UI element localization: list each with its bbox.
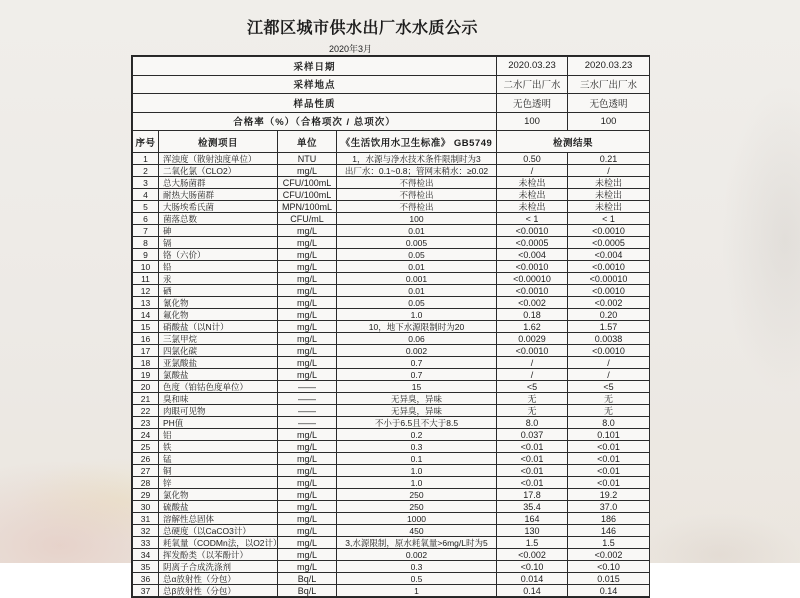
cell-standard: 不得检出 bbox=[337, 189, 497, 201]
cell-standard: 250 bbox=[337, 489, 497, 501]
cell-result-plant2: 8.0 bbox=[497, 417, 568, 429]
table-row bbox=[133, 465, 650, 477]
cell-result-plant2: <0.0005 bbox=[497, 237, 568, 249]
summary-table bbox=[132, 56, 650, 131]
cell-standard: 0.005 bbox=[337, 237, 497, 249]
cell-unit: mg/L bbox=[278, 261, 337, 273]
table-row bbox=[133, 201, 650, 213]
cell-no: 2 bbox=[133, 165, 159, 177]
cell-result-plant3: 0.0038 bbox=[568, 333, 650, 345]
summary-row bbox=[133, 94, 650, 113]
cell-no: 24 bbox=[133, 429, 159, 441]
cell-result-plant3: 0.015 bbox=[568, 573, 650, 585]
cell-unit: mg/L bbox=[278, 321, 337, 333]
cell-no: 11 bbox=[133, 273, 159, 285]
table-row bbox=[133, 333, 650, 345]
cell-result-plant3: 未检出 bbox=[568, 189, 650, 201]
cell-no: 18 bbox=[133, 357, 159, 369]
cell-item: 硝酸盐（以N计） bbox=[159, 321, 278, 333]
table-row bbox=[133, 573, 650, 585]
summary-row bbox=[133, 75, 650, 94]
cell-standard: 0.3 bbox=[337, 441, 497, 453]
cell-result-plant3: <0.0005 bbox=[568, 237, 650, 249]
results-table bbox=[132, 130, 650, 597]
cell-standard: 0.01 bbox=[337, 261, 497, 273]
cell-no: 29 bbox=[133, 489, 159, 501]
cell-unit: mg/L bbox=[278, 465, 337, 477]
cell-item: 铬（六价） bbox=[159, 249, 278, 261]
cell-result-plant3: <0.0010 bbox=[568, 285, 650, 297]
cell-result-plant3: <0.0010 bbox=[568, 261, 650, 273]
table-row bbox=[133, 501, 650, 513]
cell-unit: mg/L bbox=[278, 477, 337, 489]
cell-unit: mg/L bbox=[278, 285, 337, 297]
cell-item: 耗氧量（CODMn法，以O2计） bbox=[159, 537, 278, 549]
cell-result-plant3: / bbox=[568, 357, 650, 369]
cell-no: 26 bbox=[133, 453, 159, 465]
table-row bbox=[133, 429, 650, 441]
cell-standard: 1 bbox=[337, 585, 497, 597]
cell-standard: 1.0 bbox=[337, 465, 497, 477]
cell-result-plant2: <5 bbox=[497, 381, 568, 393]
cell-unit: —— bbox=[278, 381, 337, 393]
cell-unit: mg/L bbox=[278, 249, 337, 261]
summary-row bbox=[133, 57, 650, 76]
cell-item: 二氧化氯（CLO2） bbox=[159, 165, 278, 177]
cell-standard: 无异臭，异味 bbox=[337, 393, 497, 405]
table-row bbox=[133, 513, 650, 525]
cell-result-plant3: <0.01 bbox=[568, 465, 650, 477]
cell-result-plant2: 35.4 bbox=[497, 501, 568, 513]
cell-result-plant3: <0.002 bbox=[568, 549, 650, 561]
cell-result-plant2: <0.10 bbox=[497, 561, 568, 573]
cell-unit: mg/L bbox=[278, 297, 337, 309]
table-row bbox=[133, 189, 650, 201]
cell-standard: 100 bbox=[337, 213, 497, 225]
cell-result-plant3: 1.5 bbox=[568, 537, 650, 549]
cell-unit: NTU bbox=[278, 153, 337, 165]
cell-result-plant3: 0.21 bbox=[568, 153, 650, 165]
cell-no: 12 bbox=[133, 285, 159, 297]
table-row bbox=[133, 369, 650, 381]
cell-result-plant3: 0.20 bbox=[568, 309, 650, 321]
cell-standard: 0.7 bbox=[337, 357, 497, 369]
cell-result-plant2: <0.0010 bbox=[497, 285, 568, 297]
cell-item: 三氯甲烷 bbox=[159, 333, 278, 345]
cell-standard: 0.05 bbox=[337, 249, 497, 261]
cell-no: 9 bbox=[133, 249, 159, 261]
cell-result-plant2: 130 bbox=[497, 525, 568, 537]
summary-label: 合格率（%）（合格项次 / 总项次） bbox=[133, 112, 497, 131]
cell-result-plant2: 0.037 bbox=[497, 429, 568, 441]
cell-unit: mg/L bbox=[278, 429, 337, 441]
header-standard: 《生活饮用水卫生标准》 GB5749 bbox=[337, 131, 497, 153]
header-result: 检测结果 bbox=[497, 131, 650, 153]
cell-unit: mg/L bbox=[278, 525, 337, 537]
table-row bbox=[133, 357, 650, 369]
cell-no: 19 bbox=[133, 369, 159, 381]
cell-unit: MPN/100mL bbox=[278, 201, 337, 213]
summary-label: 样品性质 bbox=[133, 94, 497, 113]
cell-item: 亚氯酸盐 bbox=[159, 357, 278, 369]
cell-item: 汞 bbox=[159, 273, 278, 285]
cell-standard: 0.01 bbox=[337, 225, 497, 237]
cell-result-plant3: <0.01 bbox=[568, 477, 650, 489]
table-row bbox=[133, 561, 650, 573]
cell-result-plant3: <5 bbox=[568, 381, 650, 393]
cell-unit: mg/L bbox=[278, 309, 337, 321]
cell-result-plant2: 17.8 bbox=[497, 489, 568, 501]
cell-item: 挥发酚类（以苯酚计） bbox=[159, 549, 278, 561]
cell-standard: 无异臭，异味 bbox=[337, 405, 497, 417]
cell-no: 13 bbox=[133, 297, 159, 309]
cell-no: 5 bbox=[133, 201, 159, 213]
summary-row bbox=[133, 112, 650, 131]
cell-unit: mg/L bbox=[278, 549, 337, 561]
cell-result-plant3: <0.01 bbox=[568, 453, 650, 465]
cell-result-plant2: 0.14 bbox=[497, 585, 568, 597]
cell-result-plant3: <0.0010 bbox=[568, 345, 650, 357]
table-row bbox=[133, 345, 650, 357]
cell-result-plant2: 0.0029 bbox=[497, 333, 568, 345]
cell-result-plant2: 未检出 bbox=[497, 177, 568, 189]
cell-item: 砷 bbox=[159, 225, 278, 237]
cell-item: 氟化物 bbox=[159, 309, 278, 321]
cell-unit: mg/L bbox=[278, 237, 337, 249]
cell-unit: mg/L bbox=[278, 165, 337, 177]
cell-standard: 3,水源限制，原水耗氧量>6mg/L时为5 bbox=[337, 537, 497, 549]
table-row bbox=[133, 537, 650, 549]
cell-result-plant3: 未检出 bbox=[568, 201, 650, 213]
cell-standard: 1.0 bbox=[337, 309, 497, 321]
cell-no: 31 bbox=[133, 513, 159, 525]
cell-unit: Bq/L bbox=[278, 573, 337, 585]
summary-value-plant3: 2020.03.23 bbox=[568, 57, 650, 76]
cell-item: 铅 bbox=[159, 261, 278, 273]
cell-item: 锌 bbox=[159, 477, 278, 489]
table-row bbox=[133, 285, 650, 297]
cell-result-plant2: <0.0010 bbox=[497, 345, 568, 357]
cell-item: 氰化物 bbox=[159, 297, 278, 309]
cell-unit: mg/L bbox=[278, 513, 337, 525]
cell-no: 21 bbox=[133, 393, 159, 405]
table-row bbox=[133, 453, 650, 465]
cell-item: 溶解性总固体 bbox=[159, 513, 278, 525]
cell-result-plant2: <0.0010 bbox=[497, 225, 568, 237]
cell-unit: —— bbox=[278, 417, 337, 429]
summary-value-plant2: 无色透明 bbox=[497, 94, 568, 113]
cell-standard: 0.002 bbox=[337, 345, 497, 357]
table-row bbox=[133, 297, 650, 309]
cell-item: 总大肠菌群 bbox=[159, 177, 278, 189]
table-row bbox=[133, 213, 650, 225]
summary-value-plant3: 三水厂出厂水 bbox=[568, 75, 650, 94]
table-row bbox=[133, 477, 650, 489]
cell-item: 大肠埃希氏菌 bbox=[159, 201, 278, 213]
summary-label: 采样地点 bbox=[133, 75, 497, 94]
cell-standard: 0.1 bbox=[337, 453, 497, 465]
cell-standard: 250 bbox=[337, 501, 497, 513]
cell-no: 15 bbox=[133, 321, 159, 333]
cell-standard: 1，水源与净水技术条件限制时为3 bbox=[337, 153, 497, 165]
cell-no: 35 bbox=[133, 561, 159, 573]
cell-result-plant2: 0.50 bbox=[497, 153, 568, 165]
cell-no: 22 bbox=[133, 405, 159, 417]
cell-standard: 0.06 bbox=[337, 333, 497, 345]
cell-unit: CFU/100mL bbox=[278, 189, 337, 201]
cell-item: 菌落总数 bbox=[159, 213, 278, 225]
table-row bbox=[133, 525, 650, 537]
cell-unit: mg/L bbox=[278, 273, 337, 285]
cell-standard: 0.05 bbox=[337, 297, 497, 309]
cell-result-plant3: <0.00010 bbox=[568, 273, 650, 285]
cell-result-plant2: <0.00010 bbox=[497, 273, 568, 285]
cell-unit: mg/L bbox=[278, 501, 337, 513]
cell-result-plant2: / bbox=[497, 165, 568, 177]
table-row bbox=[133, 549, 650, 561]
cell-item: 耐热大肠菌群 bbox=[159, 189, 278, 201]
cell-unit: mg/L bbox=[278, 561, 337, 573]
cell-standard: 15 bbox=[337, 381, 497, 393]
table-row bbox=[133, 321, 650, 333]
cell-no: 17 bbox=[133, 345, 159, 357]
cell-result-plant2: 1.62 bbox=[497, 321, 568, 333]
table-row bbox=[133, 273, 650, 285]
cell-result-plant2: 0.014 bbox=[497, 573, 568, 585]
cell-standard: 0.001 bbox=[337, 273, 497, 285]
table-row bbox=[133, 225, 650, 237]
header-unit: 单位 bbox=[278, 131, 337, 153]
table-row bbox=[133, 177, 650, 189]
cell-result-plant3: 8.0 bbox=[568, 417, 650, 429]
cell-result-plant3: 19.2 bbox=[568, 489, 650, 501]
cell-result-plant2: <0.002 bbox=[497, 297, 568, 309]
summary-value-plant2: 二水厂出厂水 bbox=[497, 75, 568, 94]
cell-item: 臭和味 bbox=[159, 393, 278, 405]
cell-item: 锰 bbox=[159, 453, 278, 465]
cell-no: 4 bbox=[133, 189, 159, 201]
cell-item: 铝 bbox=[159, 429, 278, 441]
cell-result-plant2: 164 bbox=[497, 513, 568, 525]
water-quality-report bbox=[131, 55, 650, 598]
cell-no: 6 bbox=[133, 213, 159, 225]
cell-standard: 0.002 bbox=[337, 549, 497, 561]
cell-result-plant3: <0.0010 bbox=[568, 225, 650, 237]
cell-result-plant2: < 1 bbox=[497, 213, 568, 225]
cell-standard: 0.01 bbox=[337, 285, 497, 297]
header-item: 检测项目 bbox=[159, 131, 278, 153]
cell-item: 铜 bbox=[159, 465, 278, 477]
cell-item: 浑浊度（散射浊度单位） bbox=[159, 153, 278, 165]
page-subtitle: 2020年3月 bbox=[329, 44, 373, 54]
summary-value-plant3: 无色透明 bbox=[568, 94, 650, 113]
cell-item: 肉眼可见物 bbox=[159, 405, 278, 417]
cell-item: 阴离子合成洗涤剂 bbox=[159, 561, 278, 573]
cell-result-plant3: 无 bbox=[568, 393, 650, 405]
table-row bbox=[133, 441, 650, 453]
cell-unit: mg/L bbox=[278, 369, 337, 381]
cell-result-plant2: <0.01 bbox=[497, 453, 568, 465]
cell-standard: 0.3 bbox=[337, 561, 497, 573]
cell-standard: 450 bbox=[337, 525, 497, 537]
page-title: 江都区城市供水出厂水水质公示 bbox=[247, 20, 479, 37]
cell-unit: mg/L bbox=[278, 225, 337, 237]
cell-standard: 不小于6.5且不大于8.5 bbox=[337, 417, 497, 429]
cell-unit: mg/L bbox=[278, 357, 337, 369]
cell-item: 四氯化碳 bbox=[159, 345, 278, 357]
cell-result-plant2: 未检出 bbox=[497, 201, 568, 213]
cell-no: 16 bbox=[133, 333, 159, 345]
cell-result-plant3: <0.01 bbox=[568, 441, 650, 453]
cell-result-plant3: 0.14 bbox=[568, 585, 650, 597]
table-row bbox=[133, 237, 650, 249]
results-header-row bbox=[133, 131, 650, 153]
cell-result-plant3: 0.101 bbox=[568, 429, 650, 441]
cell-no: 30 bbox=[133, 501, 159, 513]
table-row bbox=[133, 381, 650, 393]
cell-item: 镉 bbox=[159, 237, 278, 249]
table-row bbox=[133, 153, 650, 165]
cell-result-plant2: / bbox=[497, 369, 568, 381]
summary-label: 采样日期 bbox=[133, 57, 497, 76]
cell-item: 总硬度（以CaCO3计） bbox=[159, 525, 278, 537]
cell-result-plant2: 无 bbox=[497, 405, 568, 417]
cell-unit: mg/L bbox=[278, 489, 337, 501]
cell-unit: —— bbox=[278, 393, 337, 405]
cell-no: 23 bbox=[133, 417, 159, 429]
cell-standard: 1.0 bbox=[337, 477, 497, 489]
cell-unit: mg/L bbox=[278, 333, 337, 345]
table-row bbox=[133, 585, 650, 597]
cell-item: 色度（铂钴色度单位） bbox=[159, 381, 278, 393]
cell-standard: 10，地下水源限制时为20 bbox=[337, 321, 497, 333]
cell-no: 28 bbox=[133, 477, 159, 489]
cell-result-plant2: <0.01 bbox=[497, 465, 568, 477]
summary-value-plant3: 100 bbox=[568, 112, 650, 131]
cell-standard: 不得检出 bbox=[337, 177, 497, 189]
cell-item: 氯酸盐 bbox=[159, 369, 278, 381]
cell-result-plant2: 0.18 bbox=[497, 309, 568, 321]
cell-result-plant2: / bbox=[497, 357, 568, 369]
table-row bbox=[133, 417, 650, 429]
cell-standard: 0.2 bbox=[337, 429, 497, 441]
cell-no: 3 bbox=[133, 177, 159, 189]
cell-standard: 0.5 bbox=[337, 573, 497, 585]
cell-result-plant3: <0.004 bbox=[568, 249, 650, 261]
cell-result-plant2: 未检出 bbox=[497, 189, 568, 201]
cell-no: 27 bbox=[133, 465, 159, 477]
table-row bbox=[133, 249, 650, 261]
cell-no: 20 bbox=[133, 381, 159, 393]
table-row bbox=[133, 309, 650, 321]
cell-standard: 0.7 bbox=[337, 369, 497, 381]
cell-no: 36 bbox=[133, 573, 159, 585]
cell-item: 硫酸盐 bbox=[159, 501, 278, 513]
cell-result-plant2: <0.002 bbox=[497, 549, 568, 561]
cell-result-plant3: < 1 bbox=[568, 213, 650, 225]
table-row bbox=[133, 261, 650, 273]
table-row bbox=[133, 393, 650, 405]
cell-result-plant2: 无 bbox=[497, 393, 568, 405]
cell-no: 34 bbox=[133, 549, 159, 561]
cell-no: 33 bbox=[133, 537, 159, 549]
cell-standard: 不得检出 bbox=[337, 201, 497, 213]
cell-unit: Bq/L bbox=[278, 585, 337, 597]
cell-result-plant3: 146 bbox=[568, 525, 650, 537]
header-no: 序号 bbox=[133, 131, 159, 153]
cell-unit: CFU/100mL bbox=[278, 177, 337, 189]
cell-result-plant2: <0.004 bbox=[497, 249, 568, 261]
cell-no: 1 bbox=[133, 153, 159, 165]
cell-result-plant3: <0.002 bbox=[568, 297, 650, 309]
cell-unit: mg/L bbox=[278, 453, 337, 465]
cell-result-plant3: / bbox=[568, 165, 650, 177]
cell-result-plant2: 1.5 bbox=[497, 537, 568, 549]
cell-no: 7 bbox=[133, 225, 159, 237]
cell-item: 硒 bbox=[159, 285, 278, 297]
cell-result-plant2: <0.01 bbox=[497, 441, 568, 453]
cell-unit: —— bbox=[278, 405, 337, 417]
table-row bbox=[133, 165, 650, 177]
cell-result-plant3: <0.10 bbox=[568, 561, 650, 573]
cell-no: 37 bbox=[133, 585, 159, 597]
cell-no: 25 bbox=[133, 441, 159, 453]
cell-result-plant3: 186 bbox=[568, 513, 650, 525]
summary-value-plant2: 100 bbox=[497, 112, 568, 131]
cell-unit: mg/L bbox=[278, 441, 337, 453]
cell-no: 8 bbox=[133, 237, 159, 249]
cell-result-plant3: 未检出 bbox=[568, 177, 650, 189]
cell-result-plant3: 37.0 bbox=[568, 501, 650, 513]
cell-result-plant2: <0.0010 bbox=[497, 261, 568, 273]
cell-standard: 1000 bbox=[337, 513, 497, 525]
table-row bbox=[133, 405, 650, 417]
cell-unit: mg/L bbox=[278, 537, 337, 549]
cell-unit: CFU/mL bbox=[278, 213, 337, 225]
cell-item: 氯化物 bbox=[159, 489, 278, 501]
cell-item: PH值 bbox=[159, 417, 278, 429]
cell-result-plant3: 1.57 bbox=[568, 321, 650, 333]
table-row bbox=[133, 489, 650, 501]
cell-no: 10 bbox=[133, 261, 159, 273]
cell-item: 总α放射性（分包） bbox=[159, 573, 278, 585]
cell-item: 总β放射性（分包） bbox=[159, 585, 278, 597]
cell-item: 铁 bbox=[159, 441, 278, 453]
cell-no: 14 bbox=[133, 309, 159, 321]
cell-result-plant3: / bbox=[568, 369, 650, 381]
cell-unit: mg/L bbox=[278, 345, 337, 357]
cell-result-plant3: 无 bbox=[568, 405, 650, 417]
cell-no: 32 bbox=[133, 525, 159, 537]
cell-standard: 出厂水：0.1~0.8；管网末稍水：≥0.02 bbox=[337, 165, 497, 177]
cell-result-plant2: <0.01 bbox=[497, 477, 568, 489]
summary-value-plant2: 2020.03.23 bbox=[497, 57, 568, 76]
